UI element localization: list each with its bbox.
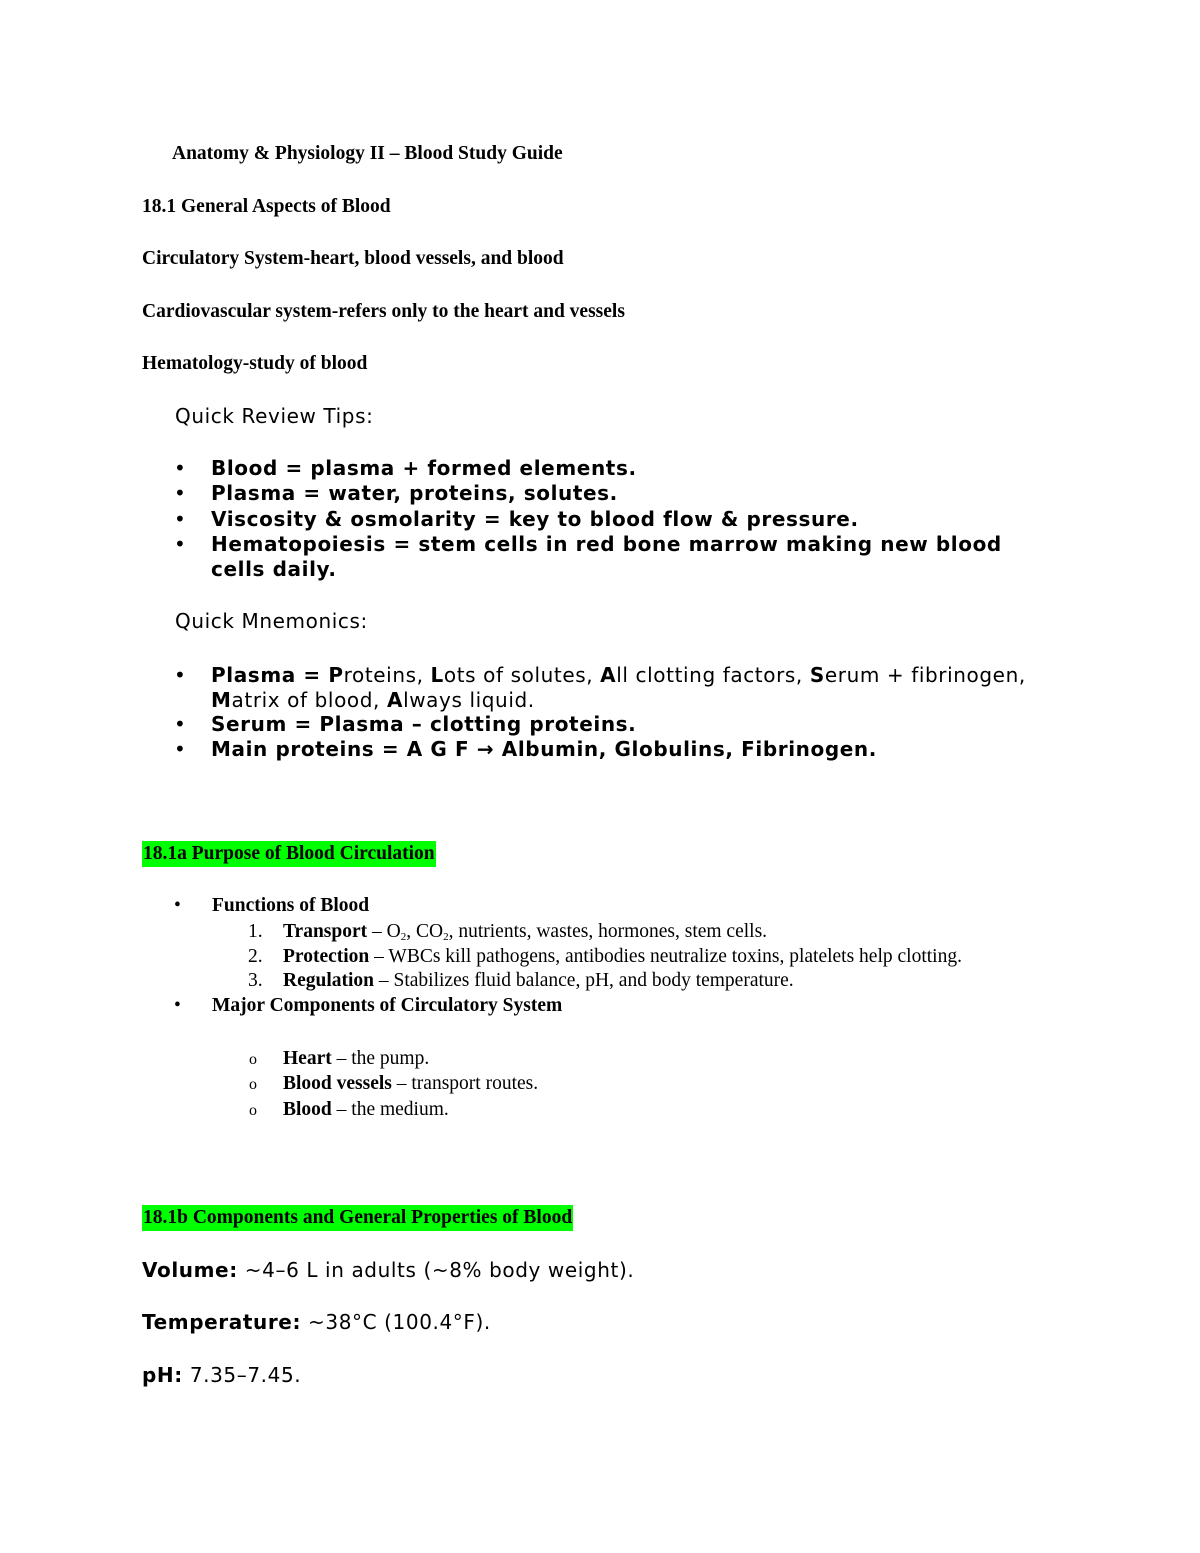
document-title: Anatomy & Physiology II – Blood Study Guide: [172, 143, 563, 164]
property-label: pH:: [142, 1363, 183, 1387]
definition-hematology: Hematology-study of blood: [142, 353, 368, 374]
definition-cardiovascular-system: Cardiovascular system-refers only to the heart and vessels: [142, 301, 625, 322]
review-item: Plasma = water, proteins, solutes.: [211, 481, 618, 505]
subscript: 2: [443, 931, 449, 943]
functions-heading: Functions of Blood: [212, 895, 370, 916]
property-temperature: [142, 1310, 491, 1334]
mnemonic-word: erum + fibrinogen,: [824, 663, 1026, 687]
quick-mnemonics-heading: Quick Mnemonics:: [175, 609, 368, 633]
review-item: Hematopoiesis = stem cells in red bone marrow making new blood: [211, 532, 1002, 556]
mnemonic-word: lways liquid.: [403, 688, 535, 712]
mnemonic-letter: A: [386, 688, 404, 712]
mnemonic-letter: M: [211, 688, 232, 712]
section-heading-18-1: 18.1 General Aspects of Blood: [142, 196, 391, 217]
mnemonic-letter: A: [600, 663, 617, 687]
function-transport: [283, 921, 767, 943]
function-term: Protection: [283, 946, 370, 967]
function-term: Transport: [283, 921, 368, 942]
component-desc: – the medium.: [331, 1099, 449, 1120]
property-volume: [142, 1258, 634, 1282]
function-term: Regulation: [283, 970, 375, 991]
mnemonic-plasma-line-2: [211, 688, 535, 712]
bullet-icon: •: [174, 481, 187, 505]
bullet-icon: •: [174, 532, 187, 556]
function-desc: – Stabilizes fluid balance, pH, and body temperature.: [374, 970, 794, 991]
mnemonic-word: ots of solutes,: [443, 663, 601, 687]
mnemonic-word: ll clotting factors,: [616, 663, 810, 687]
review-item: Blood = plasma + formed elements.: [211, 456, 637, 480]
bullet-icon: •: [174, 712, 187, 736]
component-blood-vessels: [283, 1073, 538, 1095]
list-number: 1.: [248, 921, 263, 942]
bullet-icon: •: [174, 507, 187, 531]
property-ph: [142, 1363, 301, 1387]
bullet-icon: •: [174, 895, 181, 916]
circle-bullet-icon: o: [249, 1102, 257, 1119]
property-label: Volume:: [142, 1258, 238, 1282]
bullet-icon: •: [174, 737, 187, 761]
list-number: 3.: [248, 970, 263, 991]
function-desc: – O: [367, 921, 401, 942]
list-number: 2.: [248, 946, 263, 967]
function-desc: , CO: [406, 921, 444, 942]
component-term: Heart: [283, 1048, 332, 1069]
mnemonic-serum: Serum = Plasma – clotting proteins.: [211, 712, 637, 736]
bullet-icon: •: [174, 456, 187, 480]
property-value: ~4–6 L in adults (~8% body weight).: [237, 1258, 635, 1282]
bullet-icon: •: [174, 663, 187, 687]
component-blood: [283, 1099, 449, 1121]
component-desc: – transport routes.: [391, 1073, 539, 1094]
property-value: ~38°C (100.4°F).: [301, 1310, 491, 1334]
mnemonic-letter: L: [430, 663, 444, 687]
property-label: Temperature:: [142, 1310, 302, 1334]
property-value: 7.35–7.45.: [182, 1363, 302, 1387]
component-heart: [283, 1048, 429, 1070]
review-item-continued: cells daily.: [211, 557, 337, 581]
highlighted-heading: 18.1a Purpose of Blood Circulation: [142, 841, 436, 867]
function-regulation: [283, 970, 794, 992]
quick-review-heading: Quick Review Tips:: [175, 404, 374, 428]
component-term: Blood vessels: [283, 1073, 392, 1094]
function-desc: , nutrients, wastes, hormones, stem cells.: [448, 921, 768, 942]
component-desc: – the pump.: [331, 1048, 430, 1069]
mnemonic-letter: P: [328, 663, 344, 687]
section-heading-18-1a: [142, 843, 436, 865]
highlighted-heading: 18.1b Components and General Properties of Blood: [142, 1205, 573, 1231]
subscript: 2: [400, 931, 407, 943]
mnemonic-word: roteins,: [343, 663, 431, 687]
mnemonic-plasma-line-1: [211, 663, 1026, 687]
definition-circulatory-system: Circulatory System-heart, blood vessels, and blood: [142, 248, 564, 269]
function-protection: [283, 946, 962, 968]
review-item: Viscosity & osmolarity = key to blood flow & pressure.: [211, 507, 859, 531]
function-desc: – WBCs kill pathogens, antibodies neutralize toxins, platelets help clotting.: [369, 946, 962, 967]
circle-bullet-icon: o: [249, 1051, 257, 1068]
components-heading: Major Components of Circulatory System: [212, 995, 563, 1016]
mnemonic-word: atrix of blood,: [231, 688, 387, 712]
mnemonic-plasma-lead: Plasma =: [211, 663, 329, 687]
bullet-icon: •: [174, 995, 181, 1016]
section-heading-18-1b: [142, 1207, 573, 1229]
circle-bullet-icon: o: [249, 1076, 257, 1093]
component-term: Blood: [283, 1099, 332, 1120]
mnemonic-letter: S: [809, 663, 825, 687]
mnemonic-proteins: Main proteins = A G F → Albumin, Globulins, Fibrinogen.: [211, 737, 877, 761]
